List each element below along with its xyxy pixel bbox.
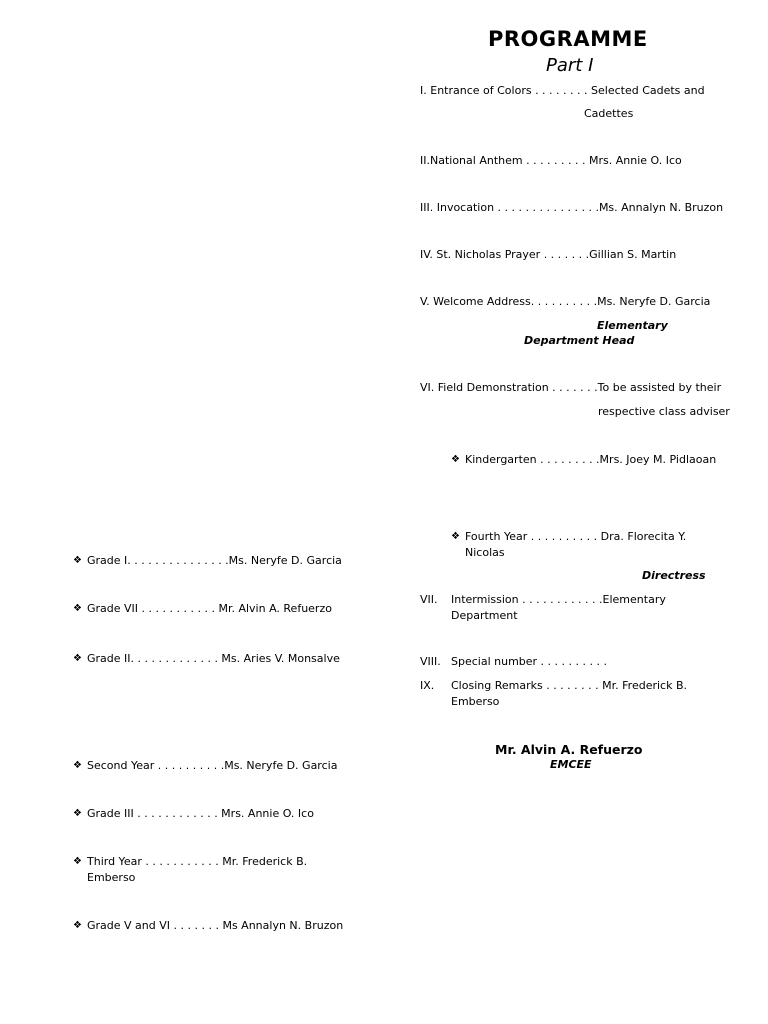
program-item-7-line1: Intermission . . . . . . . . . . . .Elementary	[451, 593, 666, 606]
program-item-9-line1: Closing Remarks . . . . . . . . Mr. Frederick B.	[451, 679, 688, 692]
program-item-2: II.National Anthem . . . . . . . . . Mrs. Annie O. Ico	[420, 154, 682, 167]
bullet-icon: ❖	[73, 555, 82, 566]
program-item-7-line2: Department	[451, 609, 518, 622]
page-title: PROGRAMME	[488, 27, 648, 51]
left-item-third-year-line1: Third Year . . . . . . . . . . . Mr. Frederick B.	[87, 855, 308, 868]
left-item-grade-3: Grade III . . . . . . . . . . . . Mrs. Annie O. Ico	[87, 807, 314, 820]
bullet-icon: ❖	[451, 531, 460, 542]
sub-item-fourth-year-line2: Nicolas	[465, 546, 505, 559]
program-item-1-line1: I. Entrance of Colors . . . . . . . . Selected Cadets and	[420, 84, 705, 97]
bullet-icon: ❖	[73, 920, 82, 931]
program-item-5-role-line1: Elementary	[597, 319, 668, 332]
program-item-8: Special number . . . . . . . . . .	[451, 655, 607, 668]
program-item-4: IV. St. Nicholas Prayer . . . . . . .Gillian S. Martin	[420, 248, 677, 261]
emcee-role: EMCEE	[550, 758, 592, 771]
program-item-9-num: IX.	[420, 679, 435, 692]
program-item-5: V. Welcome Address. . . . . . . . . .Ms. Neryfe D. Garcia	[420, 295, 711, 308]
sub-item-fourth-year-line1: Fourth Year . . . . . . . . . . Dra. Florecita Y.	[465, 530, 687, 543]
program-item-6-line1: VI. Field Demonstration . . . . . . .To be assisted by their	[420, 381, 722, 394]
program-item-9-line2: Emberso	[451, 695, 500, 708]
program-item-7-num: VII.	[420, 593, 438, 606]
left-item-third-year-line2: Emberso	[87, 871, 136, 884]
program-item-6-line2: respective class adviser	[598, 405, 730, 418]
bullet-icon: ❖	[73, 653, 82, 664]
left-item-grade-7: Grade VII . . . . . . . . . . . Mr. Alvin A. Refuerzo	[87, 602, 332, 615]
program-item-3: III. Invocation . . . . . . . . . . . . . . .Ms. Annalyn N. Bruzon	[420, 201, 724, 214]
bullet-icon: ❖	[73, 808, 82, 819]
bullet-icon: ❖	[73, 603, 82, 614]
left-item-grade-5-6: Grade V and VI . . . . . . . Ms Annalyn N. Bruzon	[87, 919, 344, 932]
left-item-grade-2: Grade II. . . . . . . . . . . . . Ms. Aries V. Monsalve	[87, 652, 340, 665]
bullet-icon: ❖	[451, 454, 460, 465]
sub-item-kindergarten: Kindergarten . . . . . . . . .Mrs. Joey M. Pidlaoan	[465, 453, 717, 466]
program-item-8-num: VIII.	[420, 655, 441, 668]
program-item-5-role-line2: Department Head	[524, 334, 635, 347]
program-item-1-line2: Cadettes	[584, 107, 634, 120]
left-item-second-year: Second Year . . . . . . . . . .Ms. Neryfe D. Garcia	[87, 759, 338, 772]
sub-item-fourth-year-role: Directress	[642, 569, 706, 582]
page-subtitle: Part I	[546, 55, 594, 76]
bullet-icon: ❖	[73, 760, 82, 771]
emcee-name: Mr. Alvin A. Refuerzo	[495, 742, 643, 757]
left-item-grade-1: Grade I. . . . . . . . . . . . . . .Ms. Neryfe D. Garcia	[87, 554, 342, 567]
bullet-icon: ❖	[73, 856, 82, 867]
